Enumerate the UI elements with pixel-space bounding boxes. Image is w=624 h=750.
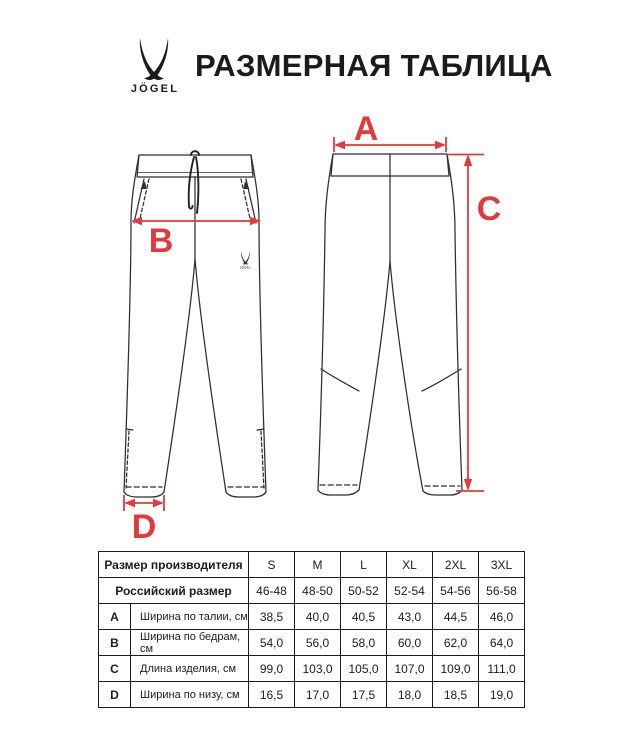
page-title: РАЗМЕРНАЯ ТАБЛИЦА: [195, 48, 553, 83]
row-key: A: [99, 604, 131, 630]
table-cell: 99,0: [249, 656, 295, 682]
size-header: XL: [387, 552, 433, 578]
dimension-b-label: B: [148, 222, 174, 260]
row-name: Ширина по талии, см: [131, 604, 249, 630]
dimension-c-label: C: [476, 190, 502, 228]
russian-size-value: 48-50: [295, 578, 341, 604]
table-cell: 43,0: [387, 604, 433, 630]
table-cell: 18,0: [387, 682, 433, 708]
row-name: Длина изделия, см: [131, 656, 249, 682]
dimension-d-label: D: [131, 508, 157, 546]
table-cell: 40,5: [341, 604, 387, 630]
pants-front-drawing: [124, 151, 266, 497]
row-name: Ширина по низу, см: [131, 682, 249, 708]
table-cell: 19,0: [479, 682, 525, 708]
table-cell: 38,5: [249, 604, 295, 630]
table-cell: 103,0: [295, 656, 341, 682]
table-cell: 40,0: [295, 604, 341, 630]
table-cell: 107,0: [387, 656, 433, 682]
table-cell: 105,0: [341, 656, 387, 682]
table-cell: 17,0: [295, 682, 341, 708]
knee-seams: [321, 369, 461, 391]
table-cell: 111,0: [479, 656, 525, 682]
size-table: [98, 551, 525, 708]
size-header: M: [295, 552, 341, 578]
drawstring: [189, 151, 199, 213]
row-key: B: [99, 630, 131, 656]
dimension-c: [447, 154, 501, 491]
table-cell: 62,0: [433, 630, 479, 656]
ankle-zips: [126, 429, 264, 488]
row-key: C: [99, 656, 131, 682]
leg-logo-text: JÖGEL: [239, 265, 252, 270]
brand-wordmark: JÖGEL: [130, 83, 180, 95]
table-row-c: [99, 656, 525, 682]
dimension-a-label: A: [353, 110, 379, 148]
russian-size-label: Российский размер: [99, 578, 249, 604]
table-cell: 46,0: [479, 604, 525, 630]
table-cell: 64,0: [479, 630, 525, 656]
size-header: S: [249, 552, 295, 578]
russian-size-value: 56-58: [479, 578, 525, 604]
dimension-b: [131, 217, 261, 260]
table-cell: 58,0: [341, 630, 387, 656]
size-header: 2XL: [433, 552, 479, 578]
table-row-manufacturer: [99, 552, 525, 578]
leg-logo: [240, 251, 251, 270]
table-cell: 54,0: [249, 630, 295, 656]
front-waistband: [137, 155, 253, 177]
table-cell: 60,0: [387, 630, 433, 656]
russian-size-value: 52-54: [387, 578, 433, 604]
russian-size-value: 54-56: [433, 578, 479, 604]
manufacturer-size-label: Размер производителя: [99, 552, 249, 578]
table-row-russian: [99, 578, 525, 604]
table-row-b: [99, 630, 525, 656]
row-name: Ширина по бедрам, см: [131, 630, 249, 656]
table-cell: 17,5: [341, 682, 387, 708]
size-header: 3XL: [479, 552, 525, 578]
table-cell: 16,5: [249, 682, 295, 708]
row-key: D: [99, 682, 131, 708]
table-cell: 18,5: [433, 682, 479, 708]
russian-size-value: 50-52: [341, 578, 387, 604]
table-cell: 44,5: [433, 604, 479, 630]
dimension-d: [124, 495, 164, 546]
size-header: L: [341, 552, 387, 578]
dimension-a: [334, 110, 446, 152]
table-cell: 109,0: [433, 656, 479, 682]
table-cell: 56,0: [295, 630, 341, 656]
table-row-a: [99, 604, 525, 630]
russian-size-value: 46-48: [249, 578, 295, 604]
table-row-d: [99, 682, 525, 708]
pants-back-drawing: [318, 154, 462, 495]
